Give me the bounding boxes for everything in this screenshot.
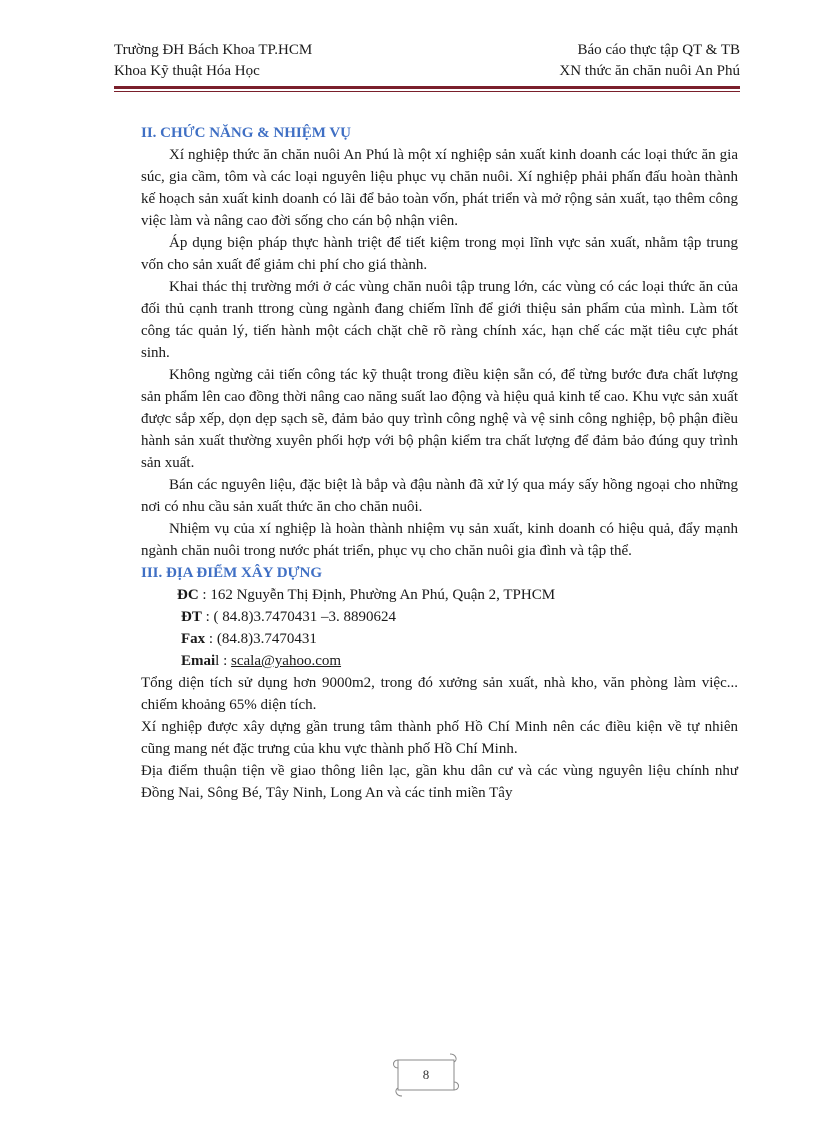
phone-value: : ( 84.8)3.7470431 –3. 8890624: [201, 609, 397, 625]
paragraph: Tổng diện tích sử dụng hơn 9000m2, trong đó xưởng sản xuất, nhà kho, văn phòng làm việc... chiếm khoảng 65% diện tích.: [141, 675, 738, 713]
paragraph: Xí nghiệp được xây dựng gần trung tâm thành phố Hồ Chí Minh nên các điều kiện về tự nhiên cũng mang nét đặc trưng của khu vực thành phố Hồ Chí Minh.: [141, 719, 738, 757]
paragraph: Không ngừng cải tiến công tác kỹ thuật trong điều kiện sẵn có, để từng bước đưa chất lượng sản phẩm lên cao đồng thời nâng cao năng suất lao động và hiệu quả kinh tế cao. Khu vực sản xuất được sắp xếp, dọn dẹp sạch sẽ, đảm bảo quy trình công nghệ và vệ sinh công nghiệp, bộ phận điều hành sản xuất thường xuyên phối hợp với bộ phận kiểm tra chất lượng để đảm bảo đúng quy trình sản xuất.: [141, 367, 738, 471]
fax-value: : (84.8)3.7470431: [205, 631, 317, 647]
email-line: [141, 650, 738, 672]
page-number: 8: [422, 1067, 430, 1082]
email-label-tail: l :: [215, 653, 232, 669]
header-school: Trường ĐH Bách Khoa TP.HCM: [114, 42, 313, 58]
phone-label: ĐT: [181, 609, 202, 625]
address-label: ĐC: [177, 587, 199, 603]
paragraph: Nhiệm vụ của xí nghiệp là hoàn thành nhiệm vụ sản xuất, kinh doanh có hiệu quả, đẩy mạnh ngành chăn nuôi trong nước phát triển, phục vụ cho chăn nuôi gia đình và tập thể.: [141, 521, 738, 559]
section-heading-functions: II. CHỨC NĂNG & NHIỆM VỤ: [141, 125, 351, 141]
document-body: [141, 122, 738, 804]
header-rule: [114, 86, 740, 92]
address-line: [141, 584, 738, 606]
phone-line: [141, 606, 738, 628]
paragraph: Địa điểm thuận tiện về giao thông liên lạc, gần khu dân cư và các vùng nguyên liệu chính như Đồng Nai, Sông Bé, Tây Ninh, Long An và các tỉnh miền Tây: [141, 763, 738, 801]
fax-label: Fax: [181, 631, 206, 647]
section-heading-location: III. ĐỊA ĐIỂM XÂY DỰNG: [141, 565, 322, 581]
page-number-scroll: [388, 1050, 464, 1098]
paragraph: Bán các nguyên liệu, đặc biệt là bắp và đậu nành đã xử lý qua máy sấy hồng ngoại cho những nơi có nhu cầu sản xuất thức ăn cho chăn nuôi.: [141, 477, 738, 515]
email-link[interactable]: scala@yahoo.com: [231, 653, 342, 669]
paragraph: Xí nghiệp thức ăn chăn nuôi An Phú là một xí nghiệp sản xuất kinh doanh các loại thức ăn gia súc, gia cầm, tôm và các loại nguyên liệu phục vụ chăn nuôi. Xí nghiệp phải phấn đấu hoàn thành kế hoạch sản xuất kinh doanh có lãi để bảo toàn vốn, phát triển và mở rộng sản xuất, tạo thêm công việc làm và nâng cao đời sống cho cán bộ nhận viên.: [141, 147, 738, 229]
fax-line: [141, 628, 738, 650]
paragraph: Khai thác thị trường mới ở các vùng chăn nuôi tập trung lớn, các vùng có các loại thức ăn của đối thủ cạnh tranh ttrong cùng ngành đang chiếm lĩnh để giới thiệu sản phẩm của mình. Làm tốt công tác quản lý, tiến hành một cách chặt chẽ rõ ràng chính xác, hạn chế các mặt tiêu cực phát sinh.: [141, 279, 738, 361]
header-report-title: Báo cáo thực tập QT & TB: [577, 42, 740, 58]
address-value: : 162 Nguyễn Thị Định, Phường An Phú, Quận 2, TPHCM: [198, 587, 556, 603]
header-faculty: Khoa Kỹ thuật Hóa Học: [114, 63, 260, 79]
header-company: XN thức ăn chăn nuôi An Phú: [559, 63, 740, 79]
page-header: [114, 40, 740, 82]
paragraph: Áp dụng biện pháp thực hành triệt để tiết kiệm trong mọi lĩnh vực sản xuất, nhằm tập trung vốn cho sản xuất để giảm chi phí cho giá thành.: [141, 235, 738, 273]
email-label: Emai: [181, 653, 216, 669]
